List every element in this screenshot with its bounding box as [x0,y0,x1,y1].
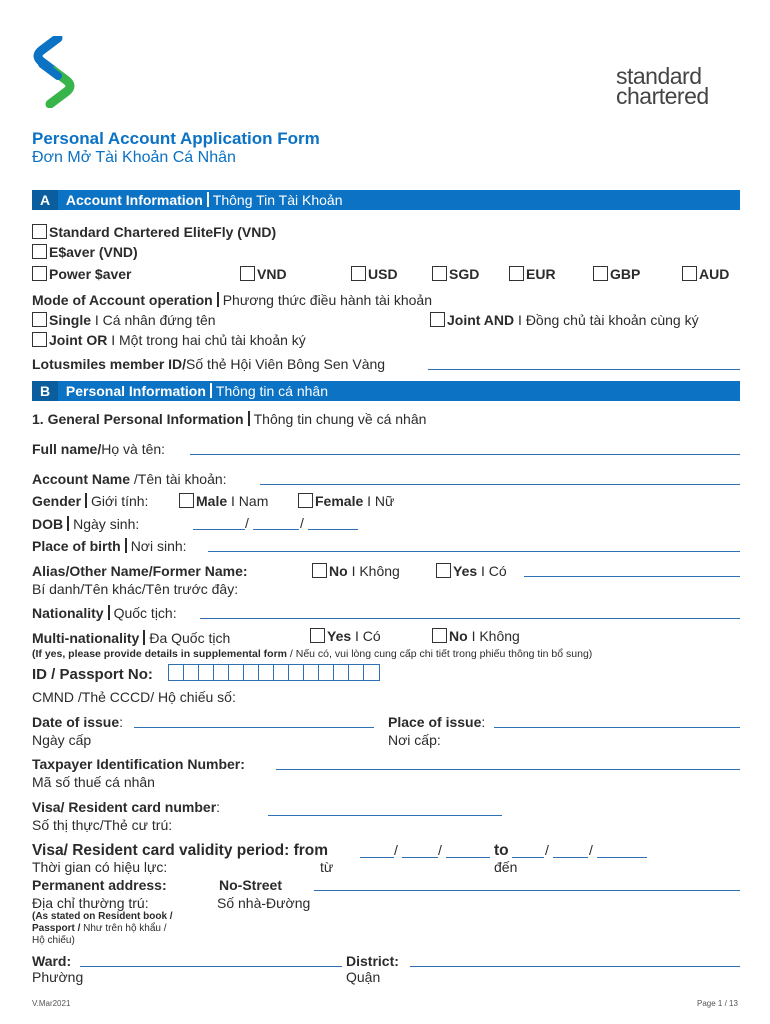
validity-den: đến [494,859,518,875]
sc-logo-icon [28,36,80,108]
validity-tu: từ [320,859,334,875]
nationality-field[interactable] [200,618,740,619]
ward-field[interactable] [80,966,342,967]
tin-label-vi: Mã số thuế cá nhân [32,774,155,790]
section-b-letter: B [32,381,58,401]
currency-gbp[interactable]: GBP [593,266,640,282]
lotusmiles-label: Lotusmiles member ID/Số thẻ Hội Viên Bông Sen Vàng [32,356,386,372]
mode-jointor-option[interactable]: Joint OR I Một trong hai chủ tài khoản ký [32,332,306,348]
mode-jointand-checkbox[interactable] [430,312,445,327]
visa-label: Visa/ Resident card number: [32,799,221,815]
district-label-vi: Quận [346,969,381,985]
dob-slash-2: / [300,515,304,531]
mode-jointand-option[interactable]: Joint AND I Đồng chủ tài khoản cùng ký [430,312,699,328]
general-info-heading: 1. General Personal Information Thông tin chung về cá nhân [32,411,427,427]
accountname-label: Account Name /Tên tài khoản: [32,471,227,487]
doi-label: Date of issue: [32,714,124,730]
ward-label: Ward: [32,953,72,969]
validity-to-day[interactable] [512,857,544,858]
gender-male-option[interactable]: Male I Nam [179,493,268,509]
tin-label: Taxpayer Identification Number: [32,756,245,772]
form-title-vi: Đơn Mở Tài Khoản Cá Nhân [32,149,236,166]
fullname-field[interactable] [190,454,740,455]
dob-day-field[interactable] [193,529,245,530]
address-note: (As stated on Resident book / Passport / Như trên hộ khẩu / Hộ chiếu) [32,911,173,946]
address-label-vi: Địa chỉ thường trú: [32,895,149,911]
validity-from-month[interactable] [402,857,438,858]
pob-label: Place of birth Nơi sinh: [32,538,187,554]
validity-to-label: to [494,842,509,859]
currency-aud-checkbox[interactable] [682,266,697,281]
poi-label-vi: Nơi cấp: [388,732,441,748]
dob-label: DOB Ngày sinh: [32,516,140,532]
validity-slash-1: / [394,842,398,858]
address-street-label-vi: Số nhà-Đường [217,895,311,911]
validity-to-year[interactable] [597,857,647,858]
district-field[interactable] [410,966,740,967]
currency-eur-checkbox[interactable] [509,266,524,281]
mode-jointor-checkbox[interactable] [32,332,47,347]
footer-version: V.Mar2021 [32,999,71,1008]
section-a-header [32,190,740,210]
doi-field[interactable] [134,727,374,728]
mode-label: Mode of Account operation Phương thức điều hành tài khoản [32,292,432,308]
address-street-field[interactable] [314,890,740,891]
lotusmiles-field[interactable] [428,369,740,370]
alias-field[interactable] [524,576,740,577]
district-label: District: [346,953,399,969]
fullname-label: Full name/Họ và tên: [32,441,166,457]
multi-yes-option[interactable]: Yes I Có [310,628,381,644]
section-a-title-vi: Thông Tin Tài Khoản [212,192,343,208]
validity-slash-3: / [545,842,549,858]
alias-no-option[interactable]: No I Không [312,563,400,579]
currency-aud[interactable]: AUD [682,266,729,282]
doi-label-vi: Ngày cấp [32,732,92,748]
validity-label: Visa/ Resident card validity period: from [32,842,329,859]
currency-gbp-checkbox[interactable] [593,266,608,281]
passport-label: ID / Passport No: [32,666,153,683]
brand-wordmark [616,63,709,109]
pob-field[interactable] [208,551,740,552]
multi-no-option[interactable]: No I Không [432,628,520,644]
esaver-checkbox[interactable] [32,244,47,259]
brand-line1: standard [616,63,702,89]
dob-month-field[interactable] [253,529,299,530]
multi-nationality-label: Multi-nationality Đa Quốc tịch [32,630,231,646]
currency-usd[interactable]: USD [351,266,398,282]
section-a-letter: A [32,190,58,210]
brand-line2: chartered [616,83,709,109]
currency-vnd[interactable]: VND [240,266,287,282]
address-label: Permanent address: [32,877,167,893]
validity-from-day[interactable] [360,857,394,858]
alias-label-vi: Bí danh/Tên khác/Tên trước đây: [32,581,239,597]
tin-field[interactable] [276,769,740,770]
mode-single-checkbox[interactable] [32,312,47,327]
esaver-option[interactable]: E$aver (VND) [32,244,138,260]
validity-to-month[interactable] [553,857,588,858]
elitefly-checkbox[interactable] [32,224,47,239]
section-b-header [32,381,740,401]
passport-input-boxes[interactable] [168,664,380,681]
gender-male-checkbox[interactable] [179,493,194,508]
gender-female-checkbox[interactable] [298,493,313,508]
form-title: Personal Account Application Form [32,129,320,148]
accountname-field[interactable] [260,484,740,485]
currency-sgd[interactable]: SGD [432,266,479,282]
validity-from-year[interactable] [446,857,490,858]
footer-page: Page 1 / 13 [697,999,738,1008]
section-b-title-vi: Thông tin cá nhân [215,383,329,399]
poi-label: Place of issue: [388,714,486,730]
poi-field[interactable] [494,727,740,728]
multi-no-checkbox[interactable] [432,628,447,643]
visa-field[interactable] [268,815,502,816]
passport-label-vi: CMND /Thẻ CCCD/ Hộ chiếu số: [32,689,236,705]
gender-female-option[interactable]: Female I Nữ [298,493,394,509]
alias-yes-option[interactable]: Yes I Có [436,563,507,579]
gender-row: Gender Giới tính: [32,493,149,509]
validity-label-vi: Thời gian có hiệu lực: [32,859,168,875]
mode-single-option[interactable]: Single I Cá nhân đứng tên [32,312,216,328]
section-a-title: Account Information [65,192,203,208]
address-street-label: No-Street [219,877,283,893]
visa-label-vi: Số thị thực/Thẻ cư trú: [32,817,173,833]
alias-no-checkbox[interactable] [312,563,327,578]
nationality-label: Nationality Quốc tịch: [32,605,177,621]
alias-yes-checkbox[interactable] [436,563,451,578]
currency-usd-checkbox[interactable] [351,266,366,281]
validity-slash-2: / [438,842,442,858]
alias-label: Alias/Other Name/Former Name: [32,563,248,579]
section-b-title: Personal Information [65,383,206,399]
multi-note: (If yes, please provide details in supplemental form / Nếu có, vui lòng cung cấp chi tiết trong phiếu thông tin bổ sung) [32,648,593,660]
validity-slash-4: / [589,842,593,858]
ward-label-vi: Phường [32,969,84,985]
dob-slash-1: / [245,515,249,531]
dob-year-field[interactable] [308,529,358,530]
currency-eur[interactable]: EUR [509,266,556,282]
elitefly-option[interactable]: Standard Chartered EliteFly (VND) [32,224,276,240]
currency-sgd-checkbox[interactable] [432,266,447,281]
currency-vnd-checkbox[interactable] [240,266,255,281]
powersaver-checkbox[interactable] [32,266,47,281]
multi-yes-checkbox[interactable] [310,628,325,643]
powersaver-option[interactable]: Power $aver [32,266,132,282]
